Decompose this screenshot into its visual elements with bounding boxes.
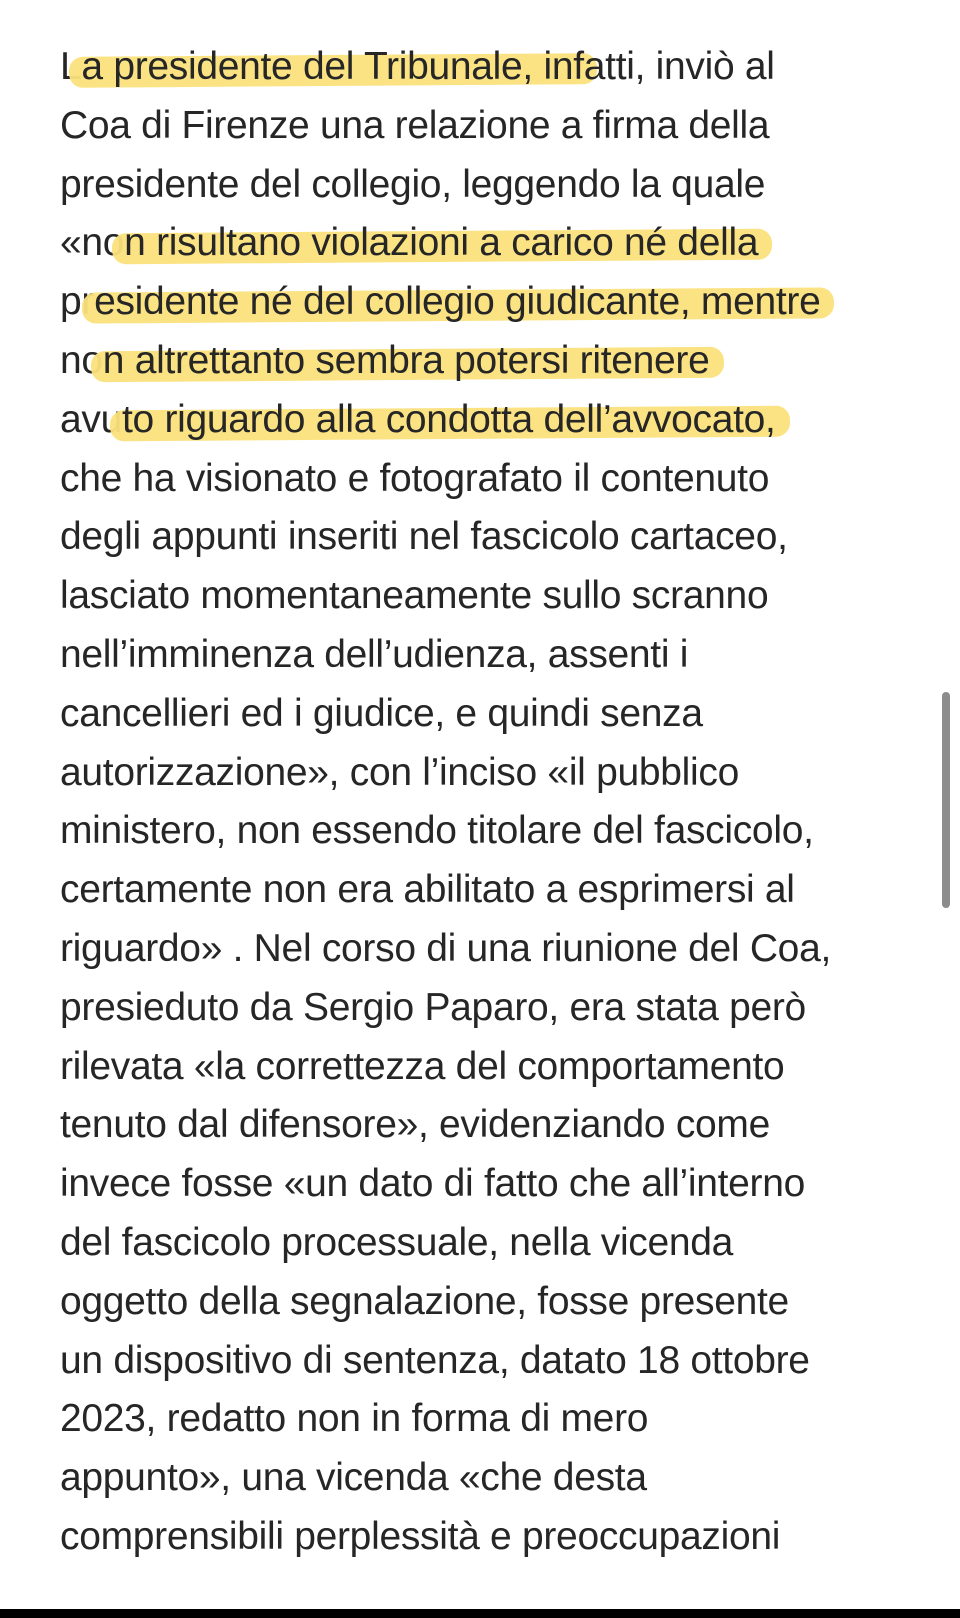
highlighted-text: esidente né del collegio giudicante, mentre bbox=[94, 280, 821, 324]
text-line bbox=[60, 508, 920, 567]
line-text: pr bbox=[60, 280, 95, 324]
line-text: riguardo» . Nel corso di una riunione del Coa, bbox=[60, 926, 831, 970]
text-line bbox=[60, 1096, 920, 1155]
scrollbar[interactable] bbox=[942, 692, 950, 908]
text-line bbox=[60, 626, 920, 685]
text-line bbox=[60, 391, 920, 450]
text-line bbox=[60, 1155, 920, 1214]
text-line bbox=[60, 861, 920, 920]
line-text: comprensibili perplessità e preoccupazioni bbox=[60, 1514, 781, 1558]
line-text: certamente non era abilitato a esprimersi al bbox=[60, 868, 795, 912]
bottom-edge-bar bbox=[0, 1609, 960, 1618]
article-text bbox=[60, 38, 920, 1567]
text-line bbox=[60, 1332, 920, 1391]
line-text: appunto», una vicenda «che desta bbox=[60, 1456, 647, 1500]
line-text: presieduto da Sergio Paparo, era stata però bbox=[60, 985, 806, 1029]
text-line bbox=[60, 156, 920, 215]
highlighted-text: to riguardo alla condotta dell’avvocato, bbox=[121, 397, 776, 441]
text-line bbox=[60, 1508, 920, 1567]
line-text: atti, inviò al bbox=[583, 45, 775, 88]
text-line bbox=[60, 920, 920, 979]
text-line bbox=[60, 1390, 920, 1449]
line-text: rilevata «la correttezza del comportamento bbox=[60, 1044, 785, 1088]
text-line bbox=[60, 214, 920, 273]
line-text: L bbox=[60, 45, 82, 88]
highlighted-text: a presidente del Tribunale, inf bbox=[81, 45, 584, 88]
line-text: no bbox=[60, 338, 103, 382]
line-text: oggetto della segnalazione, fosse presente bbox=[60, 1279, 789, 1323]
text-line bbox=[60, 38, 920, 97]
line-text: del fascicolo processuale, nella vicenda bbox=[60, 1220, 734, 1264]
text-line bbox=[60, 332, 920, 391]
line-text: Coa di Firenze una relazione a firma della bbox=[60, 103, 770, 147]
line-text: ministero, non essendo titolare del fascicolo, bbox=[60, 809, 814, 853]
highlighted-text: n altrettanto sembra potersi ritenere bbox=[102, 338, 710, 382]
line-text: invece fosse «un dato di fatto che all’interno bbox=[60, 1162, 806, 1206]
highlighted-text: n risultano violazioni a carico né della bbox=[124, 221, 759, 265]
text-line bbox=[60, 567, 920, 626]
text-line bbox=[60, 744, 920, 803]
line-text: «no bbox=[60, 221, 125, 265]
text-line bbox=[60, 1273, 920, 1332]
line-text: presidente del collegio, leggendo la quale bbox=[60, 162, 766, 206]
text-line bbox=[60, 802, 920, 861]
line-text: 2023, redatto non in forma di mero bbox=[60, 1397, 649, 1441]
line-text: tenuto dal difensore», evidenziando come bbox=[60, 1103, 770, 1147]
text-line bbox=[60, 97, 920, 156]
line-text: avu bbox=[60, 397, 122, 441]
line-text: lasciato momentaneamente sullo scranno bbox=[60, 574, 769, 618]
text-line bbox=[60, 450, 920, 509]
text-line bbox=[60, 273, 920, 332]
text-line bbox=[60, 979, 920, 1038]
line-text: un dispositivo di sentenza, datato 18 ottobre bbox=[60, 1338, 810, 1382]
text-line bbox=[60, 1038, 920, 1097]
text-line bbox=[60, 1214, 920, 1273]
line-text: che ha visionato e fotografato il contenuto bbox=[60, 456, 770, 500]
line-text: cancellieri ed i giudice, e quindi senza bbox=[60, 691, 703, 735]
line-text: degli appunti inseriti nel fascicolo cartaceo, bbox=[60, 515, 788, 559]
text-line bbox=[60, 1449, 920, 1508]
line-text: nell’imminenza dell’udienza, assenti i bbox=[60, 632, 689, 676]
line-text: autorizzazione», con l’inciso «il pubblico bbox=[60, 750, 739, 794]
text-line bbox=[60, 685, 920, 744]
